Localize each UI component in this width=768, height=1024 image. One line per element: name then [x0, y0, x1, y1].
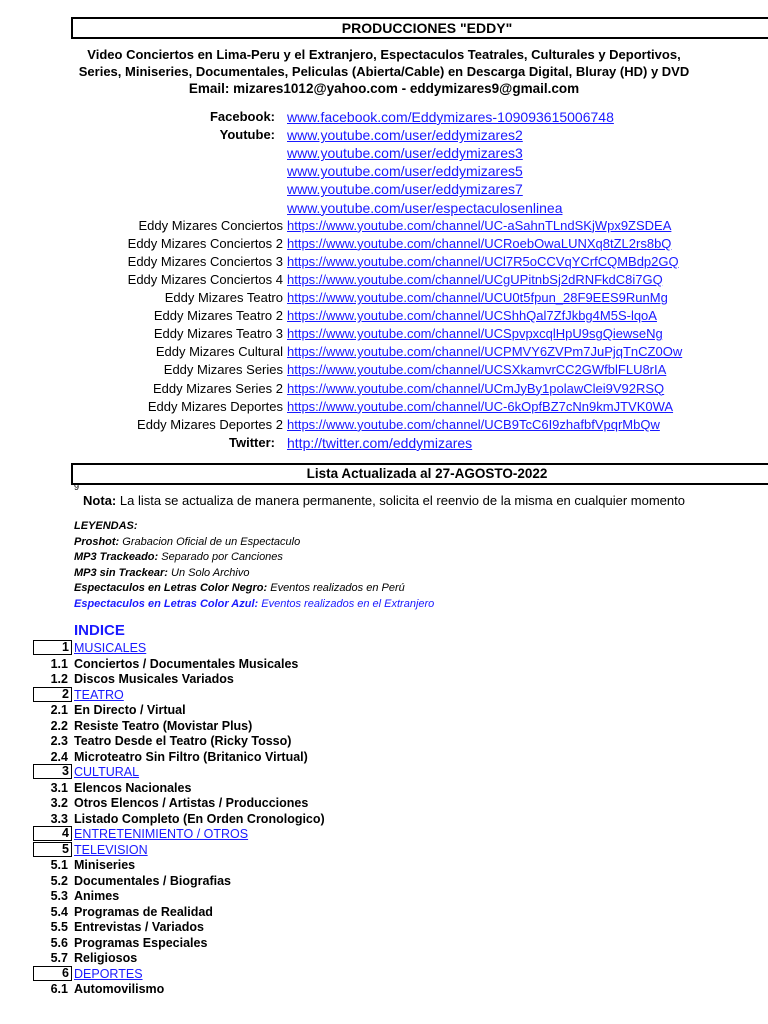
- index-subitem-label: Documentales / Biografias: [74, 873, 231, 888]
- link-label: Eddy Mizares Conciertos 3: [127, 253, 283, 269]
- index-number: 3.1: [50, 780, 68, 795]
- link-label: Eddy Mizares Conciertos 4: [127, 271, 283, 287]
- link-url[interactable]: www.youtube.com/user/eddymizares3: [287, 145, 523, 162]
- index-subitem: [0, 857, 768, 873]
- index-subitem: [0, 656, 768, 672]
- link-label: Eddy Mizares Deportes: [147, 398, 283, 414]
- link-label: Eddy Mizares Teatro: [164, 290, 283, 305]
- link-row: [0, 343, 768, 361]
- index-subitem-label: Teatro Desde el Teatro (Ricky Tosso): [74, 734, 292, 748]
- legend-term: Proshot:: [74, 535, 120, 548]
- link-row: [0, 325, 768, 343]
- index-number: 3.3: [50, 811, 68, 826]
- link-url[interactable]: https://www.youtube.com/channel/UCB9TcC6I9zhafbfVpqrMbQw: [287, 416, 660, 432]
- link-row: [0, 271, 768, 289]
- legend-desc: Grabacion Oficial de un Espectaculo: [119, 535, 301, 548]
- index-number: 6.1: [50, 982, 68, 996]
- index-subitem: [0, 950, 768, 966]
- index-number: 1: [33, 640, 72, 655]
- link-url[interactable]: www.youtube.com/user/eddymizares5: [287, 163, 523, 180]
- note-body: La lista se actualiza de manera permanente, solicita el reenvio de la misma en cualquier momento: [116, 493, 685, 508]
- link-row: [0, 235, 768, 253]
- index-subitem: [0, 749, 768, 765]
- link-label: Youtube:: [219, 127, 275, 143]
- index-number: 2.3: [50, 734, 68, 748]
- index-number: 5.2: [50, 873, 68, 888]
- index-number: 5.5: [50, 920, 68, 934]
- index-number: 6: [33, 966, 72, 981]
- link-url[interactable]: https://www.youtube.com/channel/UCmJyBy1polawClei9V92RSQ: [287, 380, 665, 396]
- index-number: 5.7: [50, 951, 68, 965]
- link-row: [0, 217, 768, 235]
- legend-desc: Separado por Canciones: [158, 551, 283, 563]
- index-subitem-label: Discos Musicales Variados: [74, 672, 234, 686]
- index-subitem: [0, 702, 768, 718]
- index-section-link[interactable]: TEATRO: [74, 687, 124, 702]
- legend-term: MP3 Trackeado:: [74, 551, 159, 563]
- link-label: Eddy Mizares Teatro 2: [153, 308, 283, 324]
- link-label: Eddy Mizares Teatro 3: [153, 326, 283, 342]
- index-subitem: [0, 718, 768, 734]
- link-url[interactable]: https://www.youtube.com/channel/UCl7R5oCCVqYCrfCQMBdp2GQ: [287, 253, 679, 269]
- link-url[interactable]: https://www.youtube.com/channel/UCSpvpxcqlHpU9sgQiewseNg: [287, 326, 663, 342]
- index-section-link[interactable]: ENTRETENIMIENTO / OTROS: [74, 827, 249, 841]
- index-section[interactable]: [0, 826, 768, 842]
- index-number: 5.3: [50, 889, 68, 903]
- index-subitem-label: Resiste Teatro (Movistar Plus): [74, 718, 253, 733]
- link-url[interactable]: https://www.youtube.com/channel/UCSXkamvrCC2GWfblFLU8rIA: [287, 362, 667, 378]
- link-url[interactable]: https://www.youtube.com/channel/UCShhQal7ZfJkbg4M5S-lqoA: [287, 308, 657, 324]
- index-subitem-label: Programas Especiales: [74, 935, 208, 950]
- index-subitem-label: Miniseries: [74, 858, 136, 872]
- legend-title: LEYENDAS:: [74, 520, 138, 532]
- note-text: [0, 493, 768, 508]
- index-number: 4: [33, 826, 72, 841]
- index-section[interactable]: [0, 764, 768, 780]
- legend-term: Espectaculos en Letras Color Azul:: [74, 597, 259, 610]
- index-subitem: [0, 780, 768, 796]
- index-section[interactable]: [0, 640, 768, 656]
- index-subitem-label: En Directo / Virtual: [74, 703, 186, 717]
- index-subitem: [0, 904, 768, 920]
- legend-desc: Un Solo Archivo: [167, 566, 250, 579]
- legend-item: [74, 550, 434, 566]
- link-url[interactable]: www.facebook.com/Eddymizares-109093615006748: [287, 109, 614, 125]
- legend-desc: Eventos realizados en Perú: [267, 582, 405, 594]
- link-url[interactable]: https://www.youtube.com/channel/UCRoebOwaLUNXq8tZL2rs8bQ: [287, 235, 672, 251]
- index-section-link[interactable]: DEPORTES: [74, 966, 143, 981]
- link-url[interactable]: www.youtube.com/user/eddymizares7: [287, 181, 523, 198]
- index-number: 2.2: [50, 718, 68, 733]
- link-label: Eddy Mizares Conciertos: [138, 217, 283, 233]
- link-row: [0, 108, 768, 126]
- link-row: [0, 253, 768, 271]
- link-row: [0, 434, 768, 452]
- link-url[interactable]: http://twitter.com/eddymizares: [287, 434, 473, 451]
- link-row: [0, 416, 768, 434]
- link-url[interactable]: https://www.youtube.com/channel/UC-6kOpfBZ7cNn9kmJTVK0WA: [287, 398, 674, 414]
- link-row: [0, 289, 768, 307]
- index-number: 5.6: [50, 935, 68, 950]
- description-line-2: Series, Miniseries, Documentales, Peliculas (Abierta/Cable) en Descarga Digital, Bluray (HD) y DVD: [78, 64, 690, 79]
- index-number: 3: [33, 764, 72, 779]
- index-subitem: [0, 888, 768, 904]
- index-subitem: [0, 795, 768, 811]
- link-label: Eddy Mizares Deportes 2: [137, 416, 283, 432]
- link-row: [0, 361, 768, 379]
- legend-item: [74, 535, 434, 551]
- link-row: [0, 307, 768, 325]
- link-label: Eddy Mizares Series: [163, 362, 283, 378]
- index-subitem-label: Listado Completo (En Orden Cronologico): [74, 811, 325, 826]
- legend-item: [74, 597, 434, 613]
- legend-item: [74, 581, 434, 597]
- small-mark: 9: [74, 482, 80, 492]
- index-subitem-label: Automovilismo: [74, 982, 165, 996]
- legend-term: MP3 sin Trackear:: [74, 566, 168, 579]
- link-url[interactable]: www.youtube.com/user/eddymizares2: [287, 127, 523, 144]
- link-url[interactable]: www.youtube.com/user/espectaculosenlinea: [287, 199, 563, 216]
- link-row: [0, 144, 768, 162]
- list-updated-title: Lista Actualizada al 27-AGOSTO-2022: [71, 463, 768, 485]
- index-number: 2.1: [50, 703, 68, 717]
- page-title: PRODUCCIONES "EDDY": [71, 17, 768, 39]
- index-section-link[interactable]: CULTURAL: [74, 765, 140, 779]
- index-subitem-label: Conciertos / Documentales Musicales: [74, 656, 299, 671]
- index-subitem: [0, 981, 768, 997]
- link-row: [0, 199, 768, 217]
- index-subitem: [0, 811, 768, 827]
- index-number: 5.1: [50, 858, 68, 872]
- legend-term: Espectaculos en Letras Color Negro:: [74, 582, 268, 594]
- index-section[interactable]: [0, 842, 768, 858]
- description-line-1: Video Conciertos en Lima-Peru y el Extranjero, Espectaculos Teatrales, Culturales y Deportivos,: [87, 47, 681, 62]
- index-subitem: [0, 671, 768, 687]
- legend-item: [74, 566, 434, 582]
- index-section[interactable]: [0, 966, 768, 982]
- link-row: [0, 126, 768, 144]
- index-title: INDICE: [74, 622, 125, 639]
- link-row: [0, 380, 768, 398]
- link-label: Eddy Mizares Conciertos 2: [127, 235, 283, 251]
- index-number: 1.2: [50, 672, 68, 686]
- index-subitem-label: Entrevistas / Variados: [74, 920, 204, 934]
- link-label: Eddy Mizares Cultural: [155, 344, 283, 360]
- index-number: 2.4: [50, 749, 68, 764]
- link-row: [0, 180, 768, 198]
- index-section[interactable]: [0, 687, 768, 703]
- link-label: Eddy Mizares Series 2: [152, 380, 283, 396]
- link-label: Facebook:: [209, 109, 275, 124]
- link-url[interactable]: https://www.youtube.com/channel/UCPMVY6ZVPm7JuPjqTnCZ0Ow: [287, 344, 683, 360]
- legend-desc: Eventos realizados en el Extranjero: [258, 597, 435, 610]
- index-subitem: [0, 935, 768, 951]
- index-number: 5: [33, 842, 72, 857]
- index-subitem-label: Animes: [74, 889, 120, 903]
- index-number: 5.4: [50, 904, 68, 919]
- index-number: 3.2: [50, 796, 68, 810]
- link-row: [0, 162, 768, 180]
- index-subitem-label: Religiosos: [74, 951, 138, 965]
- link-row: [0, 398, 768, 416]
- link-url[interactable]: https://www.youtube.com/channel/UC-aSahnTLndSKjWpx9ZSDEA: [287, 217, 672, 233]
- index-subitem: [0, 919, 768, 935]
- index-number: 1.1: [50, 656, 68, 671]
- link-url[interactable]: https://www.youtube.com/channel/UCU0t5fpun_28F9EES9RunMg: [287, 290, 668, 305]
- index-subitem: [0, 733, 768, 749]
- index-subitem-label: Otros Elencos / Artistas / Producciones: [74, 796, 309, 810]
- index-section-link[interactable]: TELEVISION: [74, 842, 148, 857]
- index-number: 2: [33, 687, 72, 702]
- legend: [74, 519, 434, 612]
- contact-email: Email: mizares1012@yahoo.com - eddymizares9@gmail.com: [188, 81, 580, 96]
- link-label: Twitter:: [229, 434, 275, 450]
- index-section-link[interactable]: MUSICALES: [74, 641, 147, 655]
- index-subitem: [0, 873, 768, 889]
- index-subitem-label: Microteatro Sin Filtro (Britanico Virtual): [74, 749, 308, 764]
- index-subitem-label: Programas de Realidad: [74, 904, 213, 919]
- index-subitem-label: Elencos Nacionales: [74, 780, 192, 795]
- note-label: Nota:: [83, 493, 117, 508]
- link-url[interactable]: https://www.youtube.com/channel/UCgUPitnbSj2dRNFkdC8i7GQ: [287, 271, 663, 287]
